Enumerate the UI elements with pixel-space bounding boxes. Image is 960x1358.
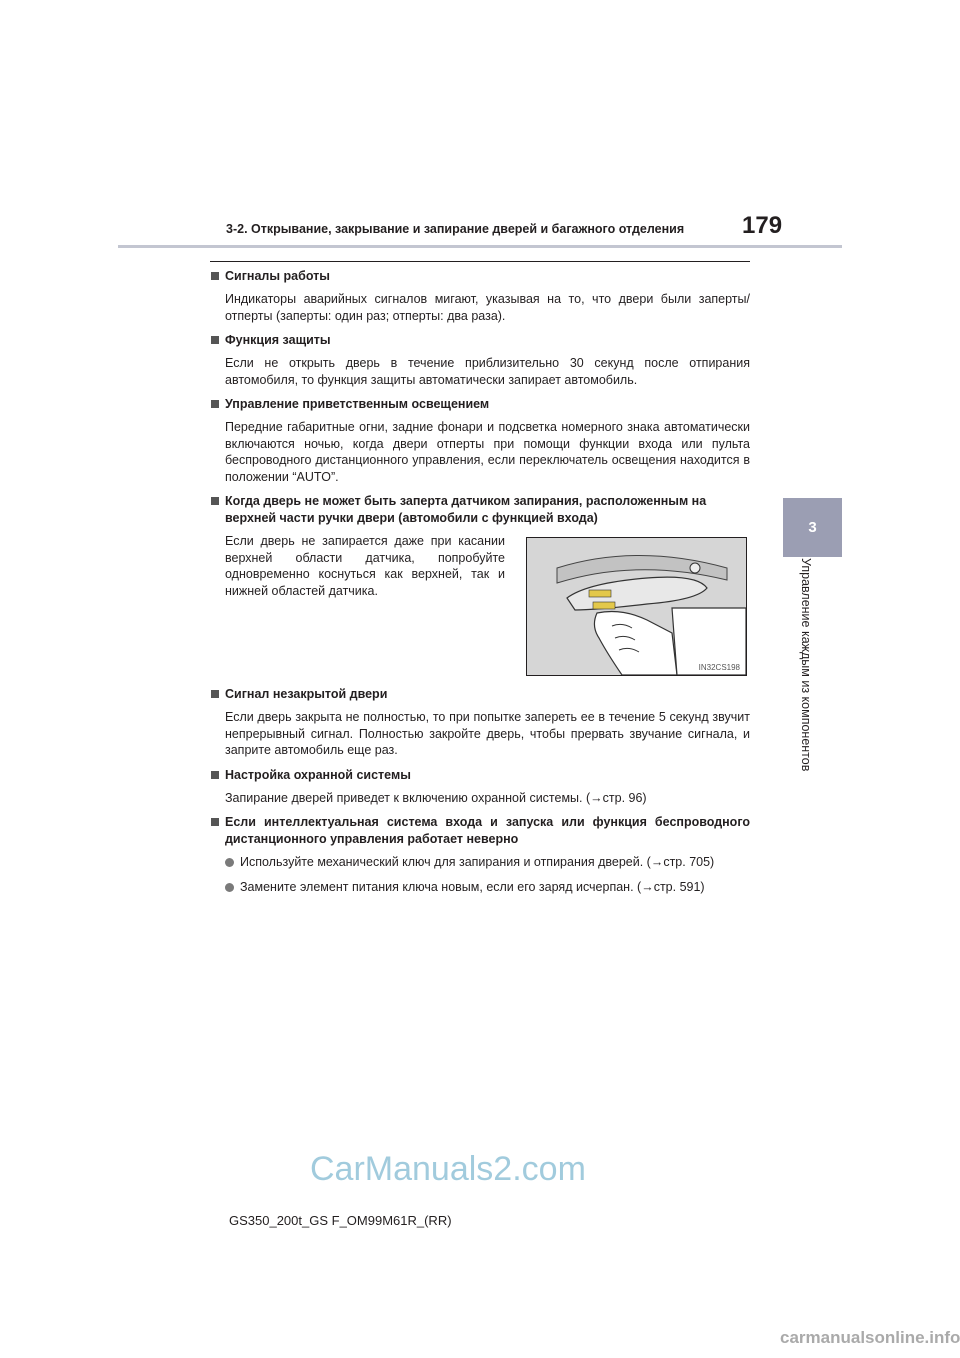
heading-text: Настройка охранной системы [225, 767, 411, 782]
header-title: 3-2. Открывание, закрывание и запирание дверей и багажного отделения [226, 222, 685, 236]
door-handle-drawing [527, 538, 746, 675]
section-heading [210, 686, 750, 703]
section-text: Запирание дверей приведет к включению охранной системы. (→стр. 96) [225, 790, 647, 805]
list-item-text: Замените элемент питания ключа новым, если его заряд исчерпан. (→стр. 591) [240, 879, 705, 894]
section-heading [210, 268, 750, 285]
section-text: Передние габаритные огни, задние фонари и подсветка номерного знака автоматически включаются ночью, когда двери отперты при помощи функции входа или пульта беспроводного дистанционного управления, если переключатель освещения находится в положении “AUTO”. [225, 420, 750, 484]
heading-text: Когда дверь не может быть заперта датчиком запирания, расположенным на верхней части ручки двери (автомобили с функцией входа) [225, 494, 707, 525]
chapter-side-text: Управление каждым из компонентов [798, 558, 813, 772]
text-with-figure [210, 533, 750, 676]
section-rule [210, 261, 750, 262]
section-heading [210, 493, 750, 527]
door-handle-illustration [526, 537, 747, 676]
section-heading [210, 396, 750, 413]
list-item [210, 879, 750, 896]
section-heading [210, 332, 750, 349]
footer-code: GS350_200t_GS F_OM99M61R_(RR) [229, 1213, 452, 1228]
round-bullet-icon [225, 858, 234, 867]
watermark: CarManuals2.com [310, 1150, 586, 1188]
page-content [210, 268, 750, 903]
section-heading [210, 814, 750, 848]
section-heading [210, 767, 750, 784]
square-bullet-icon [211, 400, 219, 408]
square-bullet-icon [211, 272, 219, 280]
section-text: Если дверь не запирается даже при касании верхней области датчика, попробуйте одновременно коснуться как верхней, так и нижней областей датчика. [225, 534, 505, 598]
heading-text: Сигналы работы [225, 269, 330, 283]
heading-text: Сигнал незакрытой двери [225, 687, 388, 701]
square-bullet-icon [211, 690, 219, 698]
heading-text: Функция защиты [225, 333, 331, 347]
list-item-text: Используйте механический ключ для запирания и отпирания дверей. (→стр. 705) [240, 855, 715, 869]
chapter-side-label [783, 558, 842, 858]
section-text: Индикаторы аварийных сигналов мигают, указывая на то, что двери были заперты/отперты (заперты: один раз; отперты: два раза). [225, 292, 750, 323]
list-item [210, 854, 750, 871]
page-number: 179 [742, 212, 783, 239]
square-bullet-icon [211, 818, 219, 826]
square-bullet-icon [211, 771, 219, 779]
heading-text: Если интеллектуальная система входа и запуска или функция беспроводного дистанционного управления работает неверно [225, 815, 750, 846]
heading-text: Управление приветственным освещением [225, 397, 490, 411]
site-mark: carmanualsonline.info [780, 1328, 960, 1347]
square-bullet-icon [211, 336, 219, 344]
section-text: Если не открыть дверь в течение приблизительно 30 секунд после отпирания автомобиля, то функция защиты автоматически запирает автомобиль. [225, 356, 750, 387]
chapter-tab: 3 [783, 498, 842, 557]
figure-code: IN32CS198 [698, 663, 740, 672]
round-bullet-icon [225, 883, 234, 892]
header-rule [118, 245, 842, 248]
square-bullet-icon [211, 497, 219, 505]
section-text: Если дверь закрыта не полностью, то при попытке запереть ее в течение 5 секунд звучит непрерывный сигнал. Полностью закройте дверь, чтобы прервать звучание сигнала, и заприте автомобиль еще раз. [225, 710, 750, 757]
